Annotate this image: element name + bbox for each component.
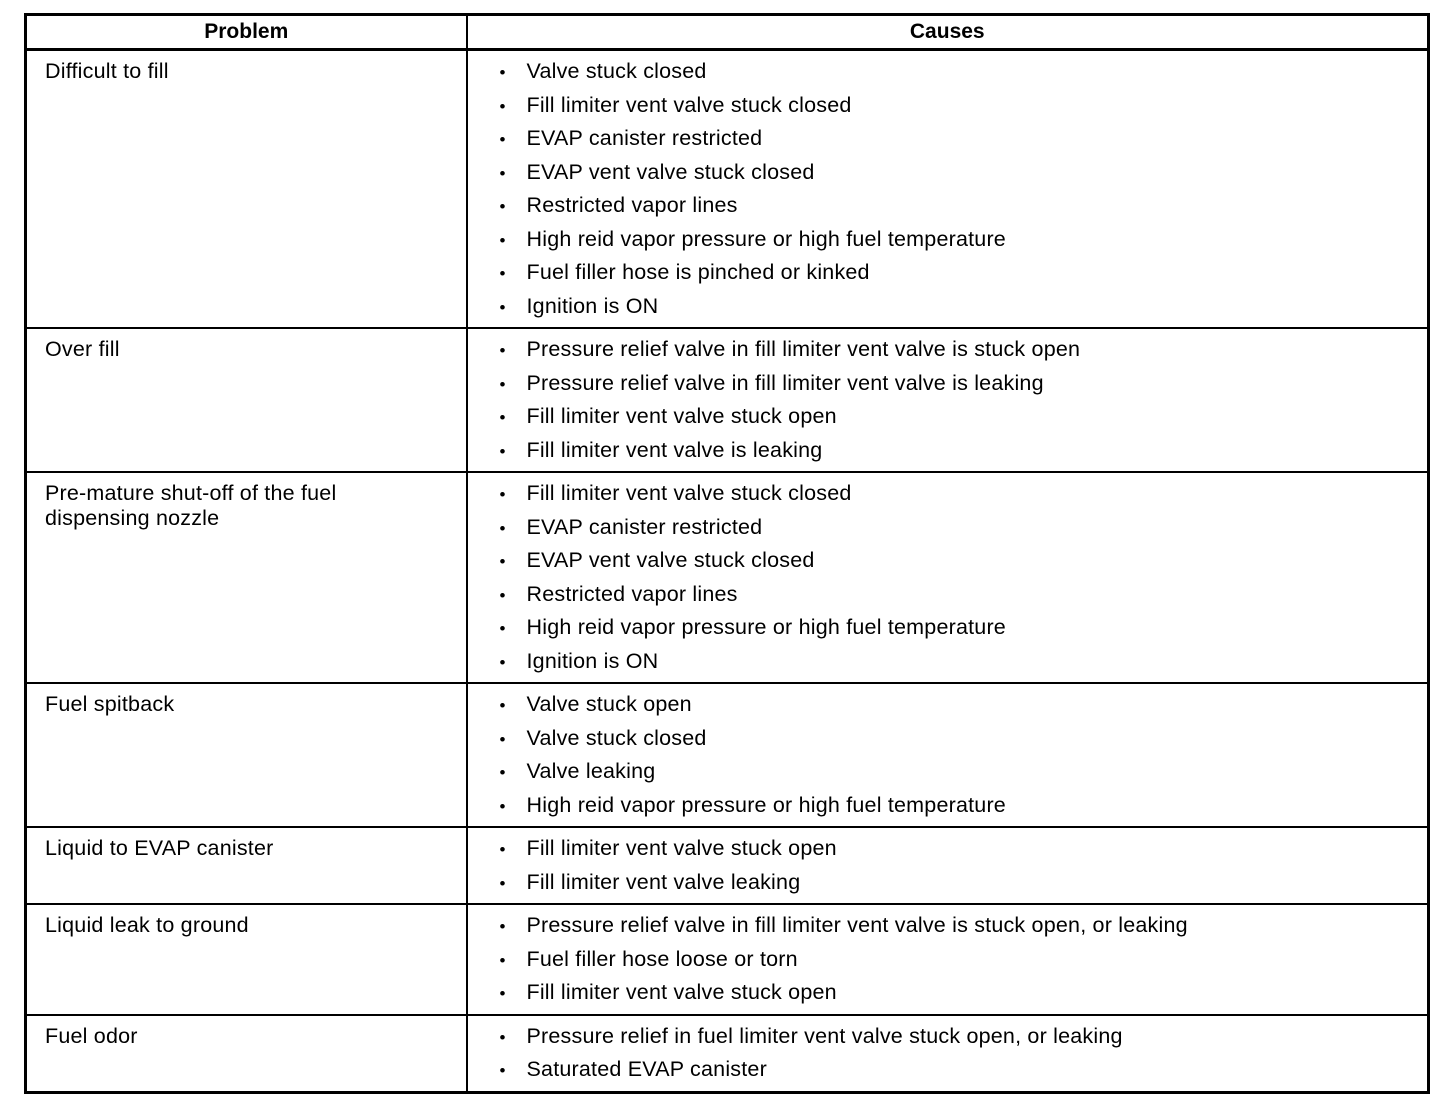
bullet-icon: • [499, 652, 506, 672]
cause-text: Valve stuck open [526, 692, 692, 716]
cause-item [500, 976, 1428, 1010]
problem-cell [26, 472, 467, 683]
cause-item [500, 333, 1428, 367]
cause-text: High reid vapor pressure or high fuel temperature [526, 226, 1006, 251]
problem-text: Difficult to fill [45, 59, 169, 83]
cause-item [500, 122, 1428, 156]
bullet-icon: • [499, 163, 506, 183]
bullet-icon: • [499, 585, 506, 605]
table-header-row [26, 15, 1429, 50]
bullet-icon: • [499, 729, 506, 749]
bullet-icon: • [499, 984, 506, 1003]
table-row [26, 50, 1429, 329]
cause-list [468, 828, 1428, 903]
cause-text: Ignition is ON [526, 648, 659, 673]
cause-item [500, 866, 1428, 900]
column-header-causes: Causes [467, 15, 1429, 50]
cause-text: Pressure relief valve in fill limiter vent valve is leaking [526, 370, 1044, 395]
table-row [26, 683, 1429, 827]
bullet-icon: • [499, 796, 506, 816]
causes-cell [467, 827, 1429, 904]
cause-item [500, 189, 1428, 223]
causes-cell [467, 50, 1429, 329]
table-row [26, 328, 1429, 472]
bullet-icon: • [499, 696, 506, 715]
cause-list [468, 329, 1428, 471]
problem-text: Liquid leak to ground [45, 913, 249, 937]
cause-item [500, 943, 1428, 977]
cause-list [468, 473, 1428, 682]
cause-item [500, 755, 1428, 789]
cause-item [500, 544, 1428, 578]
cause-text: Restricted vapor lines [526, 193, 738, 217]
cause-text: Valve stuck closed [526, 59, 707, 83]
bullet-icon: • [499, 840, 506, 859]
bullet-icon: • [499, 873, 506, 893]
cause-text: Fill limiter vent valve is leaking [526, 437, 823, 462]
bullet-icon: • [499, 374, 506, 394]
cause-text: Fuel filler hose is pinched or kinked [526, 260, 870, 284]
cause-item [500, 511, 1428, 545]
cause-list [468, 51, 1428, 327]
cause-text: Pressure relief valve in fill limiter vent valve is stuck open [526, 337, 1081, 361]
causes-cell [467, 472, 1429, 683]
cause-item [500, 722, 1428, 756]
cause-item [500, 434, 1428, 468]
cause-text: Fill limiter vent valve stuck open [526, 980, 837, 1004]
problem-text: Fuel spitback [45, 692, 175, 716]
bullet-icon: • [499, 552, 506, 571]
cause-item [500, 290, 1428, 324]
bullet-icon: • [499, 197, 506, 216]
cause-item [500, 645, 1428, 679]
cause-text: EVAP vent valve stuck closed [526, 548, 815, 572]
bullet-icon: • [499, 1027, 506, 1047]
cause-text: Pressure relief in fuel limiter vent valve stuck open, or leaking [526, 1023, 1123, 1048]
cause-item [500, 909, 1428, 943]
cause-item [500, 611, 1428, 645]
problem-cell [26, 328, 467, 472]
cause-text: High reid vapor pressure or high fuel temperature [526, 615, 1006, 639]
bullet-icon: • [499, 341, 506, 360]
cause-item [500, 688, 1428, 722]
diagnostic-table [24, 13, 1430, 1094]
bullet-icon: • [499, 408, 506, 427]
cause-text: Fill limiter vent valve stuck closed [526, 92, 852, 117]
cause-item [500, 477, 1428, 511]
problem-cell [26, 904, 467, 1015]
causes-cell [467, 1015, 1429, 1093]
cause-text: Pressure relief valve in fill limiter vent valve is stuck open, or leaking [526, 913, 1188, 937]
cause-text: Fill limiter vent valve stuck open [526, 836, 837, 860]
table-row [26, 827, 1429, 904]
bullet-icon: • [499, 63, 506, 82]
cause-item [500, 367, 1428, 401]
causes-cell [467, 683, 1429, 827]
cause-text: Saturated EVAP canister [526, 1057, 767, 1081]
cause-text: EVAP canister restricted [526, 514, 763, 539]
cause-item [500, 789, 1428, 823]
bullet-icon: • [499, 130, 506, 149]
bullet-icon: • [499, 441, 506, 461]
bullet-icon: • [499, 518, 506, 538]
cause-item [500, 223, 1428, 257]
cause-text: Ignition is ON [526, 293, 659, 318]
problem-cell [26, 50, 467, 329]
problem-text: Liquid to EVAP canister [45, 836, 274, 860]
cause-item [500, 578, 1428, 612]
cause-item [500, 400, 1428, 434]
table-body [26, 50, 1429, 1093]
cause-list [468, 905, 1428, 1014]
table-row [26, 904, 1429, 1015]
problem-text: Over fill [45, 337, 120, 361]
bullet-icon: • [499, 950, 506, 970]
cause-text: EVAP vent valve stuck closed [526, 159, 815, 184]
cause-item [500, 89, 1428, 123]
cause-item [500, 156, 1428, 190]
bullet-icon: • [499, 917, 506, 936]
problem-text: Fuel odor [45, 1023, 138, 1048]
table-row [26, 472, 1429, 683]
bullet-icon: • [499, 96, 506, 116]
cause-item [500, 1053, 1428, 1087]
bullet-icon: • [499, 1061, 506, 1080]
cause-text: Fill limiter vent valve stuck closed [526, 481, 852, 505]
problem-text: Pre-mature shut-off of the fuel dispensing nozzle [45, 481, 337, 530]
cause-text: High reid vapor pressure or high fuel temperature [526, 792, 1006, 817]
cause-item [500, 1020, 1428, 1054]
problem-cell [26, 683, 467, 827]
cause-list [468, 684, 1428, 826]
problem-cell [26, 827, 467, 904]
cause-list [468, 1016, 1428, 1091]
cause-text: Fuel filler hose loose or torn [526, 946, 798, 971]
column-header-problem: Problem [26, 15, 467, 50]
cause-text: Fill limiter vent valve leaking [526, 869, 801, 894]
bullet-icon: • [499, 264, 506, 283]
cause-text: EVAP canister restricted [526, 126, 763, 150]
cause-item [500, 832, 1428, 866]
cause-text: Valve stuck closed [526, 725, 707, 750]
bullet-icon: • [499, 485, 506, 504]
cause-text: Fill limiter vent valve stuck open [526, 404, 837, 428]
bullet-icon: • [499, 619, 506, 638]
table-row [26, 1015, 1429, 1093]
cause-item [500, 256, 1428, 290]
causes-cell [467, 328, 1429, 472]
bullet-icon: • [499, 230, 506, 250]
bullet-icon: • [499, 763, 506, 782]
cause-item [500, 55, 1428, 89]
cause-text: Restricted vapor lines [526, 581, 738, 606]
problem-cell [26, 1015, 467, 1093]
bullet-icon: • [499, 297, 506, 317]
causes-cell [467, 904, 1429, 1015]
cause-text: Valve leaking [526, 759, 656, 783]
